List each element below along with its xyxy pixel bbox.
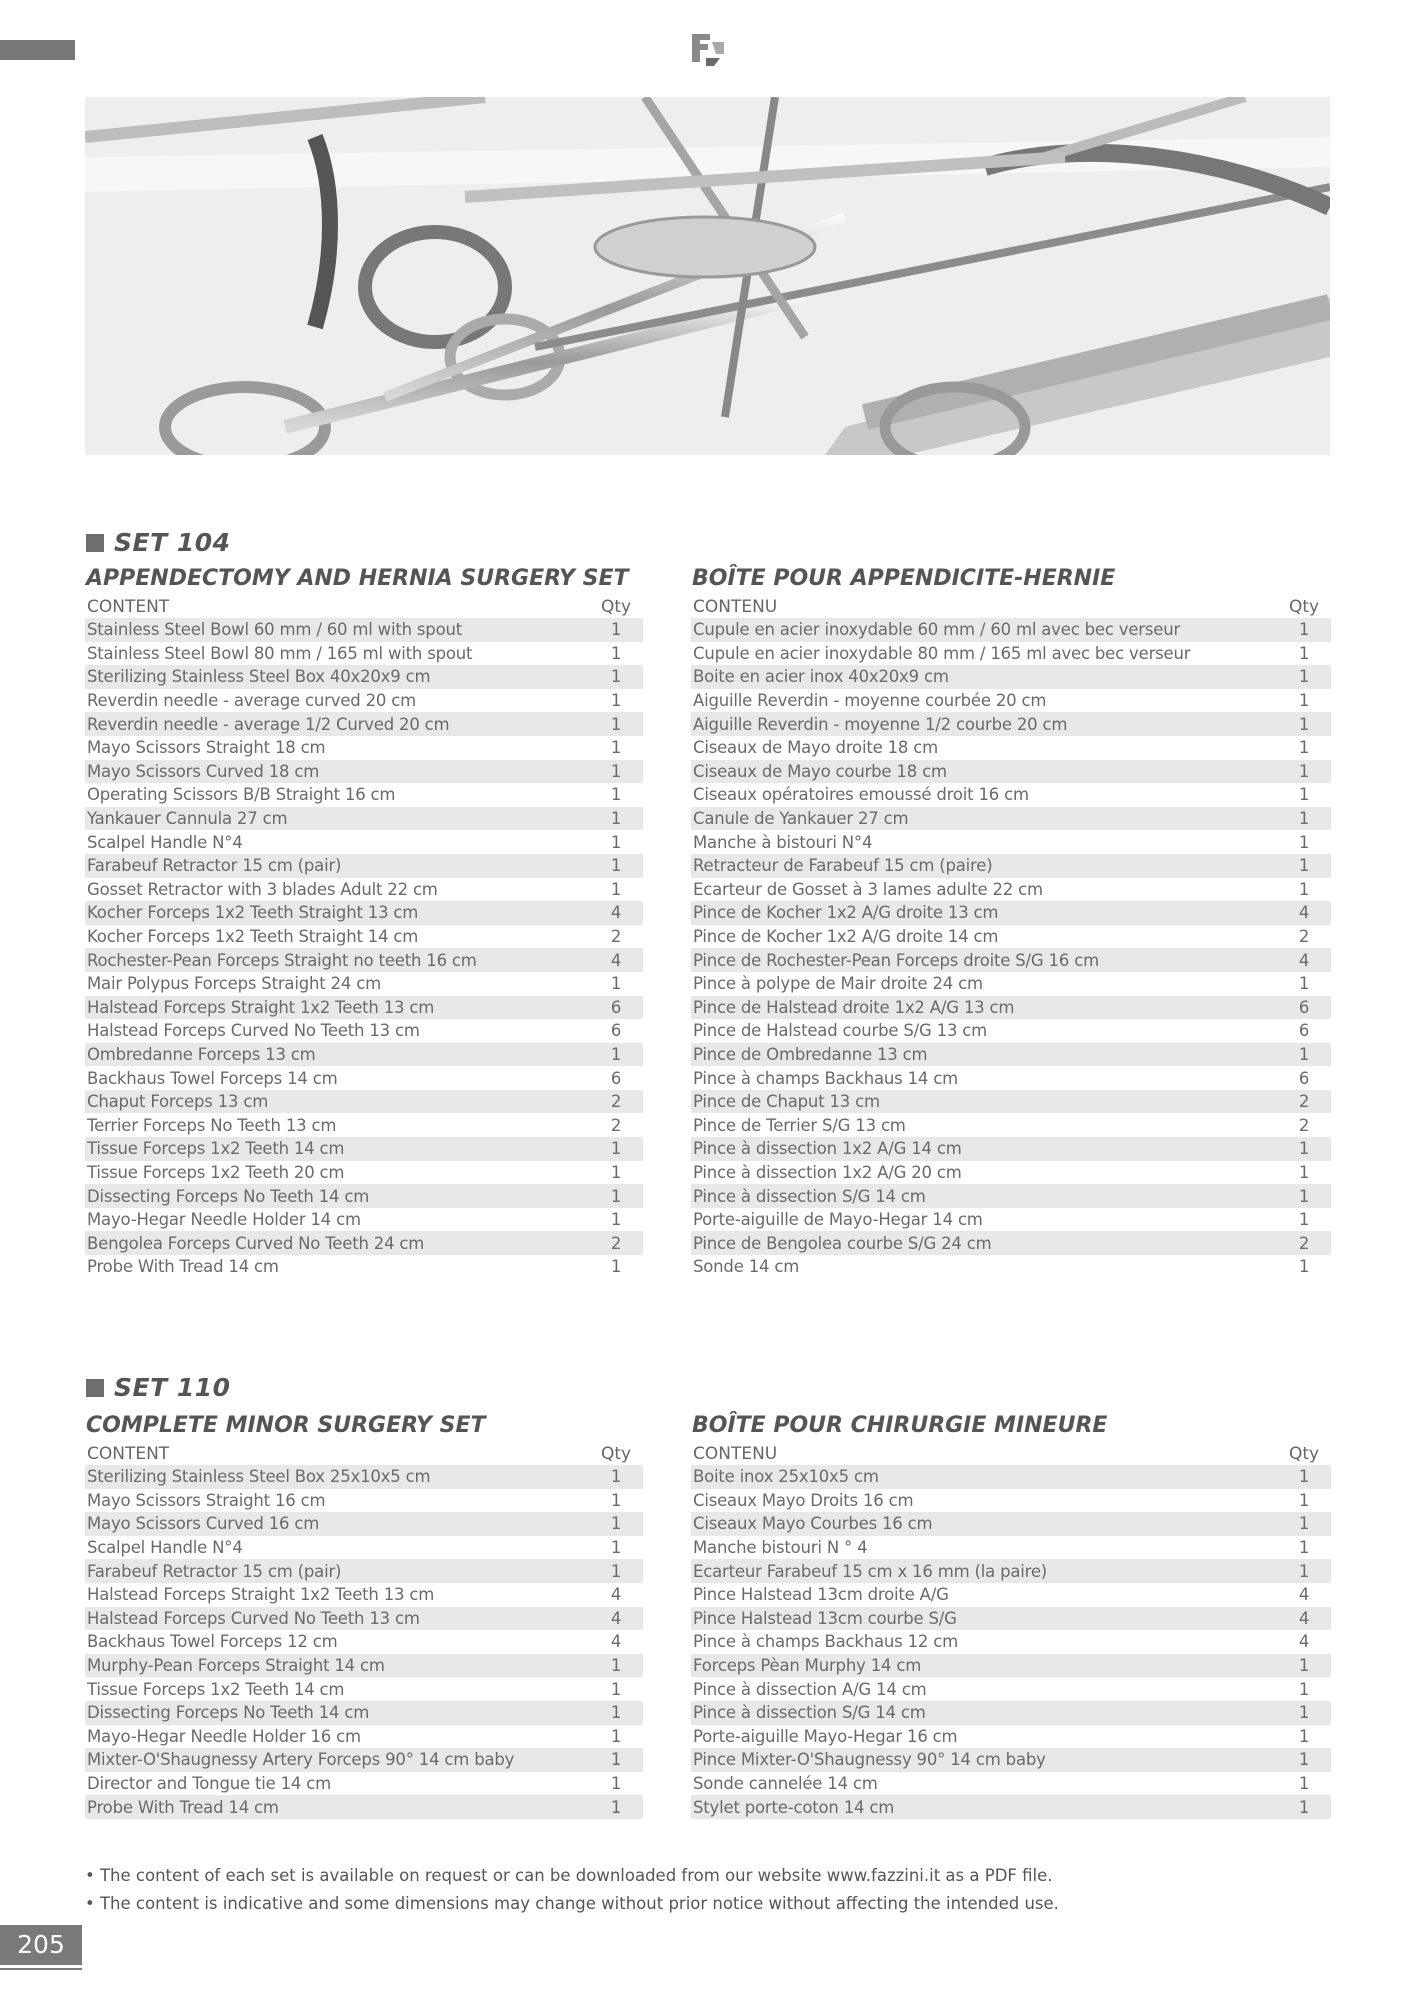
item-qty: 1 (610, 832, 622, 852)
set-bullet-icon (86, 1379, 104, 1397)
table-row (691, 1043, 1331, 1067)
footnote: • The content of each set is available on request or can be downloaded from our website www.fazzini.it as a PDF file. (85, 1866, 1053, 1885)
brand-logo-icon (686, 28, 730, 68)
item-qty: 2 (610, 927, 622, 947)
item-qty: 4 (1298, 1632, 1310, 1652)
set-bullet-icon (86, 534, 104, 552)
table-row (691, 783, 1331, 807)
table-row (691, 1137, 1331, 1161)
table-row (85, 1607, 643, 1631)
table-row (691, 1019, 1331, 1043)
set-title: SET 104 (114, 528, 231, 557)
item-qty: 4 (1277, 901, 1331, 925)
item-name: Manche bistouri N ° 4 (693, 1538, 868, 1558)
table-row (691, 1113, 1331, 1137)
item-qty: 1 (1277, 1465, 1331, 1489)
table-row (85, 1137, 643, 1161)
table-row (85, 996, 643, 1020)
item-name: Pince de Halstead courbe S/G 13 cm (693, 1021, 988, 1041)
item-qty: 1 (1298, 1774, 1310, 1794)
item-qty: 1 (610, 1257, 622, 1277)
table-row (85, 1066, 643, 1090)
item-qty: 6 (1298, 1021, 1310, 1041)
item-qty: 1 (1298, 1210, 1310, 1230)
item-qty: 1 (1298, 1538, 1310, 1558)
table-row (691, 1677, 1331, 1701)
item-qty: 1 (1298, 1679, 1310, 1699)
surgical-instruments-photo (85, 97, 1330, 455)
table-row (85, 1019, 643, 1043)
item-qty: 1 (1298, 974, 1310, 994)
column-header-content: CONTENT (87, 596, 170, 617)
item-qty: 1 (1277, 1559, 1331, 1583)
table-row (85, 925, 643, 949)
item-qty: 1 (589, 1043, 643, 1067)
item-name: Boite en acier inox 40x20x9 cm (691, 665, 1277, 689)
set-104-english-column (85, 566, 643, 1279)
item-qty: 1 (589, 1465, 643, 1489)
item-name: Kocher Forceps 1x2 Teeth Straight 13 cm (85, 901, 589, 925)
table-row (691, 1536, 1331, 1560)
table-row (85, 830, 643, 854)
table-row (691, 1725, 1331, 1749)
item-name: Pince à dissection 1x2 A/G 14 cm (691, 1137, 1277, 1161)
set-110-english-column (85, 1413, 643, 1819)
item-name: Ciseaux opératoires emoussé droit 16 cm (693, 785, 1029, 805)
table-row (85, 1512, 643, 1536)
item-name: Forceps Pèan Murphy 14 cm (691, 1654, 1277, 1678)
item-qty: 1 (1298, 643, 1310, 663)
item-name: Retracteur de Farabeuf 15 cm (paire) (691, 854, 1277, 878)
table-row (85, 1465, 643, 1489)
item-qty: 1 (589, 665, 643, 689)
item-qty: 1 (1277, 1654, 1331, 1678)
item-qty: 1 (610, 738, 622, 758)
item-name: Pince de Kocher 1x2 A/G droite 13 cm (691, 901, 1277, 925)
item-name: Sonde 14 cm (693, 1257, 800, 1277)
item-name: Reverdin needle - average curved 20 cm (87, 691, 416, 711)
table-row (85, 1654, 643, 1678)
item-qty: 1 (589, 854, 643, 878)
table-row (691, 642, 1331, 666)
item-name: Stainless Steel Bowl 60 mm / 60 ml with spout (85, 618, 589, 642)
table-row (691, 618, 1331, 642)
item-name: Rochester-Pean Forceps Straight no teeth 16 cm (85, 948, 589, 972)
item-qty: 1 (1277, 760, 1331, 784)
table-row (85, 1090, 643, 1114)
column-header-content: CONTENU (693, 596, 778, 617)
table-row (85, 1772, 643, 1796)
item-name: Mixter-O'Shaugnessy Artery Forceps 90° 14 cm baby (85, 1748, 589, 1772)
table-row (691, 1630, 1331, 1654)
table-row (691, 1654, 1331, 1678)
item-name: Bengolea Forceps Curved No Teeth 24 cm (85, 1231, 589, 1255)
item-name: Stylet porte-coton 14 cm (691, 1795, 1277, 1819)
content-table (85, 1442, 643, 1819)
item-name: Mayo Scissors Curved 18 cm (85, 760, 589, 784)
table-row (691, 1255, 1331, 1279)
table-row (691, 854, 1331, 878)
table-row (691, 1208, 1331, 1232)
table-row (85, 1255, 643, 1279)
item-name: Chaput Forceps 13 cm (85, 1090, 589, 1114)
table-row (85, 972, 643, 996)
item-name: Pince de Ombredanne 13 cm (691, 1043, 1277, 1067)
item-name: Tissue Forceps 1x2 Teeth 20 cm (87, 1162, 345, 1182)
item-name: Operating Scissors B/B Straight 16 cm (87, 785, 396, 805)
table-row (85, 1583, 643, 1607)
item-qty: 6 (1277, 996, 1331, 1020)
item-qty: 1 (1298, 1490, 1310, 1510)
item-name: Pince à dissection S/G 14 cm (691, 1184, 1277, 1208)
table-row (691, 736, 1331, 760)
column-header-qty: Qty (600, 1443, 632, 1464)
table-row (85, 1161, 643, 1185)
table-row (691, 901, 1331, 925)
item-name: Ombredanne Forceps 13 cm (85, 1043, 589, 1067)
item-name: Gosset Retractor with 3 blades Adult 22 cm (87, 879, 438, 899)
item-qty: 2 (589, 1231, 643, 1255)
table-row (85, 1795, 643, 1819)
item-qty: 1 (1298, 1726, 1310, 1746)
item-qty: 1 (1277, 712, 1331, 736)
item-name: Pince Halstead 13cm courbe S/G (691, 1607, 1277, 1631)
item-qty: 1 (1277, 1701, 1331, 1725)
table-row (85, 878, 643, 902)
item-name: Dissecting Forceps No Teeth 14 cm (85, 1701, 589, 1725)
item-qty: 1 (610, 879, 622, 899)
item-qty: 1 (610, 1774, 622, 1794)
item-qty: 4 (589, 901, 643, 925)
item-qty: 1 (610, 974, 622, 994)
item-qty: 1 (589, 618, 643, 642)
item-qty: 1 (1277, 665, 1331, 689)
item-name: Backhaus Towel Forceps 14 cm (87, 1068, 338, 1088)
item-name: Sonde cannelée 14 cm (693, 1774, 878, 1794)
item-name: Mayo Scissors Straight 16 cm (87, 1490, 326, 1510)
item-qty: 1 (1277, 1137, 1331, 1161)
content-table (691, 1442, 1331, 1819)
page-number-underline (0, 1968, 82, 1970)
table-row (691, 1465, 1331, 1489)
item-qty: 1 (610, 1210, 622, 1230)
item-name: Ecarteur Farabeuf 15 cm x 16 mm (la paire) (691, 1559, 1277, 1583)
item-name: Pince à champs Backhaus 12 cm (693, 1632, 958, 1652)
table-row (691, 925, 1331, 949)
item-name: Pince de Halstead droite 1x2 A/G 13 cm (691, 996, 1277, 1020)
item-name: Pince Halstead 13cm droite A/G (693, 1585, 949, 1605)
item-name: Mayo Scissors Curved 16 cm (85, 1512, 589, 1536)
item-qty: 1 (589, 712, 643, 736)
item-qty: 2 (589, 1090, 643, 1114)
table-row (691, 689, 1331, 713)
item-name: Aiguille Reverdin - moyenne 1/2 courbe 20 cm (691, 712, 1277, 736)
item-qty: 4 (1298, 1585, 1310, 1605)
set-110-french-column (691, 1413, 1331, 1819)
item-name: Pince à dissection S/G 14 cm (691, 1701, 1277, 1725)
item-qty: 2 (1298, 1115, 1310, 1135)
item-name: Aiguille Reverdin - moyenne courbée 20 cm (693, 691, 1047, 711)
item-name: Mayo-Hegar Needle Holder 16 cm (87, 1726, 361, 1746)
item-qty: 1 (1298, 691, 1310, 711)
item-name: Ciseaux de Mayo courbe 18 cm (691, 760, 1277, 784)
item-name: Reverdin needle - average 1/2 Curved 20 cm (85, 712, 589, 736)
item-qty: 6 (1298, 1068, 1310, 1088)
item-qty: 1 (589, 1795, 643, 1819)
table-row (85, 901, 643, 925)
footnotes (85, 1862, 1059, 1918)
table-row (85, 948, 643, 972)
table-row (691, 807, 1331, 831)
table-row (691, 1772, 1331, 1796)
item-name: Pince de Kocher 1x2 A/G droite 14 cm (693, 927, 999, 947)
table-row (85, 1113, 643, 1137)
item-qty: 1 (610, 1538, 622, 1558)
table-row (85, 1489, 643, 1513)
item-qty: 1 (610, 785, 622, 805)
item-qty: 1 (1298, 738, 1310, 758)
table-row (691, 1583, 1331, 1607)
item-qty: 1 (1277, 1043, 1331, 1067)
item-qty: 1 (610, 1162, 622, 1182)
table-row (85, 1701, 643, 1725)
table-row (691, 948, 1331, 972)
item-qty: 1 (589, 760, 643, 784)
item-name: Canule de Yankauer 27 cm (691, 807, 1277, 831)
item-name: Director and Tongue tie 14 cm (87, 1774, 332, 1794)
table-row (691, 830, 1331, 854)
item-name: Boite inox 25x10x5 cm (691, 1465, 1277, 1489)
item-name: Scalpel Handle N°4 (87, 1538, 243, 1558)
item-name: Ecarteur de Gosset à 3 lames adulte 22 cm (693, 879, 1043, 899)
table-row (85, 1559, 643, 1583)
item-name: Stainless Steel Bowl 80 mm / 165 ml with spout (87, 643, 473, 663)
column-header-qty: Qty (600, 596, 632, 617)
item-qty: 4 (589, 948, 643, 972)
set-104-french-column (691, 566, 1331, 1279)
table-row (85, 665, 643, 689)
table-row (85, 760, 643, 784)
item-name: Ciseaux de Mayo droite 18 cm (693, 738, 938, 758)
item-qty: 6 (610, 1021, 622, 1041)
column-header-qty: Qty (1288, 1443, 1320, 1464)
table-row (691, 1701, 1331, 1725)
item-qty: 2 (1277, 1231, 1331, 1255)
section-title: BOÎTE POUR APPENDICITE-HERNIE (692, 566, 1116, 591)
item-name: Tissue Forceps 1x2 Teeth 14 cm (85, 1137, 589, 1161)
table-row (85, 1748, 643, 1772)
table-row (691, 665, 1331, 689)
item-name: Backhaus Towel Forceps 12 cm (87, 1632, 338, 1652)
table-row (691, 1559, 1331, 1583)
item-qty: 1 (589, 1137, 643, 1161)
item-qty: 6 (589, 996, 643, 1020)
item-name: Cupule en acier inoxydable 60 mm / 60 ml avec bec verseur (691, 618, 1277, 642)
table-row (691, 1748, 1331, 1772)
item-qty: 1 (589, 1748, 643, 1772)
item-qty: 1 (1277, 1748, 1331, 1772)
item-qty: 1 (589, 1559, 643, 1583)
item-name: Halstead Forceps Curved No Teeth 13 cm (85, 1607, 589, 1631)
item-name: Manche à bistouri N°4 (693, 832, 873, 852)
item-name: Tissue Forceps 1x2 Teeth 14 cm (87, 1679, 345, 1699)
item-name: Pince de Bengolea courbe S/G 24 cm (691, 1231, 1277, 1255)
table-row (85, 854, 643, 878)
table-row (691, 1161, 1331, 1185)
table-row (691, 1489, 1331, 1513)
section-title: COMPLETE MINOR SURGERY SET (86, 1413, 486, 1438)
item-qty: 1 (1298, 1257, 1310, 1277)
item-name: Dissecting Forceps No Teeth 14 cm (85, 1184, 589, 1208)
section-title: BOÎTE POUR CHIRURGIE MINEURE (692, 1413, 1108, 1438)
section-title: APPENDECTOMY AND HERNIA SURGERY SET (86, 566, 629, 591)
table-row (85, 642, 643, 666)
header-bar (0, 40, 75, 60)
item-qty: 1 (610, 691, 622, 711)
item-name: Mayo Scissors Straight 18 cm (87, 738, 326, 758)
table-row (691, 878, 1331, 902)
table-row (85, 1536, 643, 1560)
item-name: Pince de Terrier S/G 13 cm (693, 1115, 906, 1135)
item-name: Probe With Tread 14 cm (87, 1257, 279, 1277)
item-name: Sterilizing Stainless Steel Box 25x10x5 cm (85, 1465, 589, 1489)
item-qty: 1 (1277, 1512, 1331, 1536)
item-qty: 1 (1277, 1184, 1331, 1208)
table-row (691, 1795, 1331, 1819)
item-qty: 1 (589, 1512, 643, 1536)
item-name: Pince à polype de Mair droite 24 cm (693, 974, 983, 994)
item-qty: 1 (1298, 785, 1310, 805)
item-qty: 4 (610, 1632, 622, 1652)
item-name: Pince à champs Backhaus 14 cm (693, 1068, 958, 1088)
item-name: Farabeuf Retractor 15 cm (pair) (85, 1559, 589, 1583)
page-number: 205 (0, 1925, 82, 1965)
item-name: Halstead Forceps Straight 1x2 Teeth 13 cm (85, 996, 589, 1020)
item-qty: 1 (589, 1701, 643, 1725)
item-qty: 1 (1277, 1795, 1331, 1819)
item-name: Pince Mixter-O'Shaugnessy 90° 14 cm baby (691, 1748, 1277, 1772)
item-name: Mayo-Hegar Needle Holder 14 cm (87, 1210, 361, 1230)
set-title: SET 110 (114, 1373, 231, 1402)
footnote: • The content is indicative and some dimensions may change without prior notice without affecting the intended use. (85, 1894, 1059, 1913)
table-row (85, 1184, 643, 1208)
item-qty: 2 (1298, 927, 1310, 947)
table-row (85, 1630, 643, 1654)
content-table (691, 595, 1331, 1279)
item-qty: 1 (1277, 854, 1331, 878)
item-qty: 6 (610, 1068, 622, 1088)
item-qty: 1 (610, 1726, 622, 1746)
table-row (85, 1231, 643, 1255)
item-name: Farabeuf Retractor 15 cm (pair) (85, 854, 589, 878)
table-row (85, 1725, 643, 1749)
item-qty: 4 (610, 1585, 622, 1605)
item-qty: 1 (589, 807, 643, 831)
table-row (691, 712, 1331, 736)
table-row (85, 712, 643, 736)
item-name: Halstead Forceps Curved No Teeth 13 cm (87, 1021, 420, 1041)
column-header-qty: Qty (1288, 596, 1320, 617)
table-row (691, 1231, 1331, 1255)
table-row (85, 689, 643, 713)
set-104-heading (86, 528, 231, 557)
table-row (85, 736, 643, 760)
item-name: Ciseaux Mayo Courbes 16 cm (691, 1512, 1277, 1536)
item-name: Scalpel Handle N°4 (87, 832, 243, 852)
item-name: Murphy-Pean Forceps Straight 14 cm (85, 1654, 589, 1678)
item-name: Halstead Forceps Straight 1x2 Teeth 13 cm (87, 1585, 435, 1605)
item-name: Porte-aiguille de Mayo-Hegar 14 cm (693, 1210, 983, 1230)
item-name: Probe With Tread 14 cm (85, 1795, 589, 1819)
table-row (85, 783, 643, 807)
item-name: Sterilizing Stainless Steel Box 40x20x9 cm (85, 665, 589, 689)
item-qty: 1 (1298, 832, 1310, 852)
item-name: Pince de Chaput 13 cm (691, 1090, 1277, 1114)
item-name: Pince à dissection A/G 14 cm (693, 1679, 927, 1699)
item-qty: 2 (610, 1115, 622, 1135)
item-name: Terrier Forceps No Teeth 13 cm (87, 1115, 337, 1135)
item-name: Kocher Forceps 1x2 Teeth Straight 14 cm (87, 927, 419, 947)
item-name: Yankauer Cannula 27 cm (85, 807, 589, 831)
table-row (691, 760, 1331, 784)
table-row (691, 972, 1331, 996)
table-row (691, 1184, 1331, 1208)
item-qty: 1 (589, 1654, 643, 1678)
table-row (85, 1208, 643, 1232)
item-qty: 4 (589, 1607, 643, 1631)
item-name: Pince à dissection 1x2 A/G 20 cm (693, 1162, 962, 1182)
table-row (85, 618, 643, 642)
item-qty: 1 (610, 1490, 622, 1510)
table-row (85, 807, 643, 831)
item-qty: 4 (1277, 1607, 1331, 1631)
item-name: Ciseaux Mayo Droits 16 cm (693, 1490, 914, 1510)
item-name: Porte-aiguille Mayo-Hegar 16 cm (693, 1726, 958, 1746)
item-name: Pince de Rochester-Pean Forceps droite S/G 16 cm (691, 948, 1277, 972)
item-qty: 1 (589, 1184, 643, 1208)
table-row (691, 1512, 1331, 1536)
item-qty: 1 (1277, 807, 1331, 831)
table-row (85, 1677, 643, 1701)
item-qty: 1 (1298, 1162, 1310, 1182)
item-qty: 1 (610, 643, 622, 663)
item-qty: 4 (1277, 948, 1331, 972)
item-name: Cupule en acier inoxydable 80 mm / 165 ml avec bec verseur (693, 643, 1191, 663)
item-qty: 1 (1298, 879, 1310, 899)
column-header-content: CONTENT (87, 1443, 170, 1464)
item-qty: 1 (1277, 618, 1331, 642)
column-header-content: CONTENU (693, 1443, 778, 1464)
set-110-heading (86, 1373, 231, 1402)
content-table (85, 595, 643, 1279)
table-row (691, 1607, 1331, 1631)
table-row (85, 1043, 643, 1067)
table-row (691, 1066, 1331, 1090)
table-row (691, 996, 1331, 1020)
table-row (691, 1090, 1331, 1114)
item-name: Mair Polypus Forceps Straight 24 cm (87, 974, 381, 994)
item-qty: 2 (1277, 1090, 1331, 1114)
item-qty: 1 (610, 1679, 622, 1699)
